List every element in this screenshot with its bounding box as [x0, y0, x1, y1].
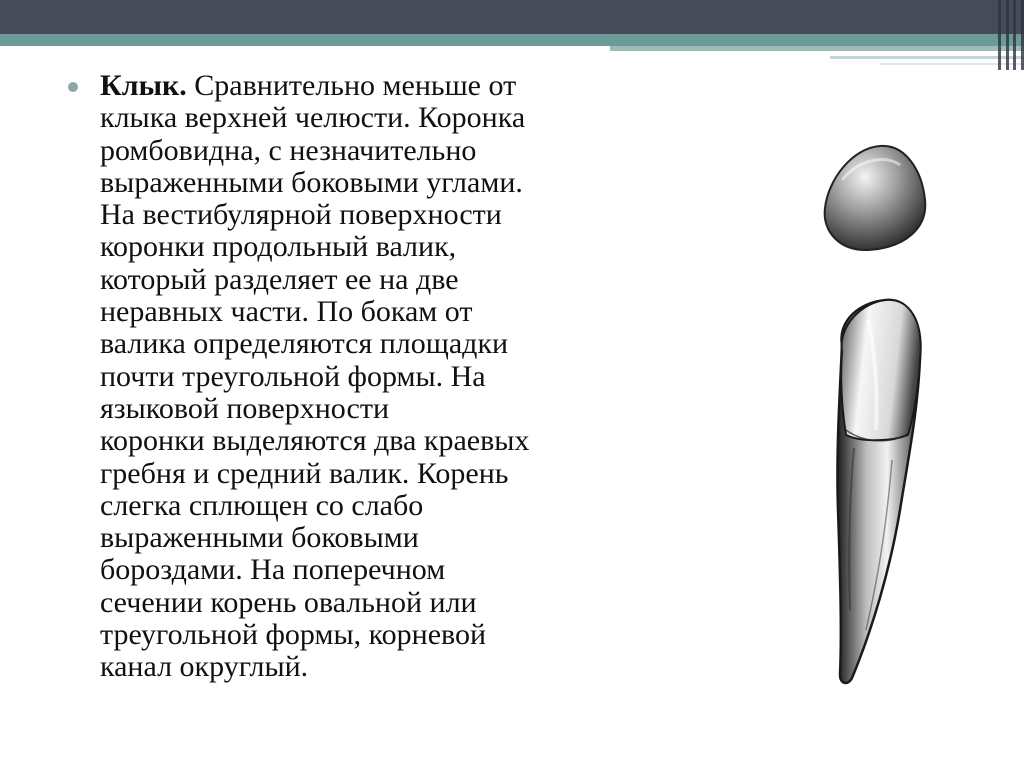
edge-stripe [1013, 0, 1016, 70]
edge-stripe [1006, 0, 1009, 70]
bullet-icon [68, 82, 78, 92]
body-text [100, 70, 668, 684]
accent-band [0, 34, 1024, 46]
cross-section-icon [825, 146, 926, 250]
accent-line [830, 56, 1024, 59]
canine-tooth-illustration [780, 130, 960, 710]
accent-line [610, 46, 1024, 51]
tooth-lateral-view-icon [837, 300, 920, 683]
header-bar [0, 0, 1024, 34]
slide-content [68, 70, 668, 684]
term-heading: Клык. [100, 69, 187, 102]
edge-stripes [998, 0, 1024, 70]
description-text: Сравнительно меньше от клыка верхней челюсти. Коронка ромбовидна, с незначительно выраженными боковыми углами. На вестибулярной поверхности коронки продольный валик, который разделяет ее на две неравных части. По бокам от валика определяются площадки почти треугольной формы. На языковой поверхности коронки выделяются два краевых гребня и средний валик. Корень слегка сплющен со слабо выраженными боковыми бороздами. На поперечном сечении корень овальной или треугольной формы, корневой канал округлый. [100, 69, 530, 684]
edge-stripe [998, 0, 1001, 70]
